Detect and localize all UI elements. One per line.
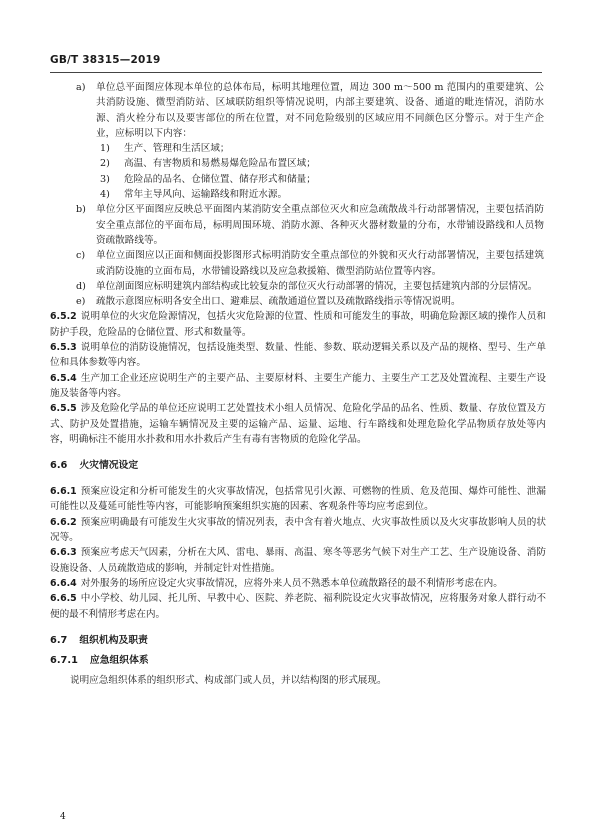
sub-item-4: 4) 常年主导风向、运输路线和附近水源。 [100,189,288,201]
clause-6-6-1: 6.6.1 预案应设定和分析可能发生的火灾事故情况，包括常见引火源、可燃物的性质、危及范围、爆炸可能性、泄漏可能性以及蔓延可能性等内容，可能影响预案组织实施的因素、客观条件等均应考虑到位。 [50,486,546,513]
section-6-6-heading: 6.6 火灾情况设定 [50,460,139,472]
section-6-7-1-heading: 6.7.1 应急组织体系 [50,654,149,666]
sub-item-1: 1) 生产、管理和生活区域； [100,143,230,155]
section-6-7-heading: 6.7 组织机构及职责 [50,634,148,646]
clause-6-5-2: 6.5.2 说明单位的火灾危险源情况，包括火灾危险源的位置、性质和可能发生的事故，明确危险源区域的操作人员和防护手段，危险品的仓储位置、形式和数量等。 [50,311,546,338]
list-item-b: b) 单位分区平面图应反映总平面图内某消防安全重点部位灭火和应急疏散战斗行动部署情况，主要包括消防安全重点部位的平面布局，标明周围环境、消防水源、各种灭火器材数量的分布，水带铺设路线和人员物资疏散路线等。 [76,204,544,246]
clause-6-5-3: 6.5.3 说明单位的消防设施情况，包括设施类型、数量、性能、参数、联动逻辑关系以及产品的规格、型号、生产单位和具体参数等内容。 [50,342,546,369]
header-rule [50,72,542,73]
sub-item-2: 2) 高温、有害物质和易燃易爆危险品布置区域； [100,158,316,170]
page-number: 4 [60,812,66,822]
standard-code-header: GB/T 38315—2019 [50,54,161,66]
clause-6-6-2: 6.6.2 预案应明确最有可能发生火灾事故的情况列表，表中含有着火地点、火灾事故性质以及火灾事故影响人员的状况等。 [50,516,546,544]
clause-6-6-3: 6.6.3 预案应考虑天气因素，分析在大风、雷电、暴雨、高温、寒冬等恶劣气候下对生产工艺、生产设施设备、消防设施设备、人员疏散造成的影响，并制定针对性措施。 [50,547,546,574]
sub-item-3: 3) 危险品的品名、仓储位置、储存形式和储量； [100,173,316,185]
list-item-d: d) 单位剖面图应标明建筑内部结构或比较复杂的部位灭火行动部署的情况，主要包括建筑内部的分层情况。 [76,280,538,292]
list-item-a: a) 单位总平面图应体现本单位的总体布局，标明其地理位置，周边 300 m～500 m 范围内的重要建筑、公共消防设施、微型消防站、区域联防组织等情况说明，内部主要建筑、设备、通道的毗连情况，消防水源、消火栓分布以及要害部位的所在位置，对不同危险级别的区域应用不同颜色区分警示。对于生产企业，应标明以下内容： [76,82,544,139]
clause-6-6-4: 6.6.4 对外服务的场所应设定火灾事故情况，应将外来人员不熟悉本单位疏散路径的最不利情形考虑在内。 [50,577,503,589]
clause-6-6-5: 6.6.5 中小学校、幼儿园、托儿所、早教中心、医院、养老院、福利院设定火灾事故情况，应将服务对象人群行动不便的最不利情形考虑在内。 [50,593,546,620]
list-item-c: c) 单位立面图应以正面和侧面投影图形式标明消防安全重点部位的外貌和灭火行动部署情况，主要包括建筑或消防设施的立面布局，水带铺设路线以及应急救援箱、微型消防站位置等内容。 [76,250,544,277]
clause-6-5-5: 6.5.5 涉及危险化学品的单位还应说明工艺处置技术小组人员情况、危险化学品的品名、性质、数量、存放位置及方式、防护及处置措施，运输车辆情况及主要的运输产品、运量、运地、行车路线和处理危险化学品物质存放处等内容，明确标注不能用水扑救和用水扑救后产生有毒有害物质的危险化学品。 [50,403,546,445]
final-paragraph: 说明应急组织体系的组织形式、构成部门或人员，并以结构图的形式展现。 [70,674,387,686]
page-content [50,80,546,688]
list-item-e: e) 疏散示意图应标明各安全出口、避难层、疏散通道位置以及疏散路线指示等情况说明。 [76,296,461,308]
clause-6-5-4: 6.5.4 生产加工企业还应说明生产的主要产品、主要原材料、主要生产能力、主要生产工艺及处置流程、主要生产设施及装备等内容。 [50,372,546,399]
